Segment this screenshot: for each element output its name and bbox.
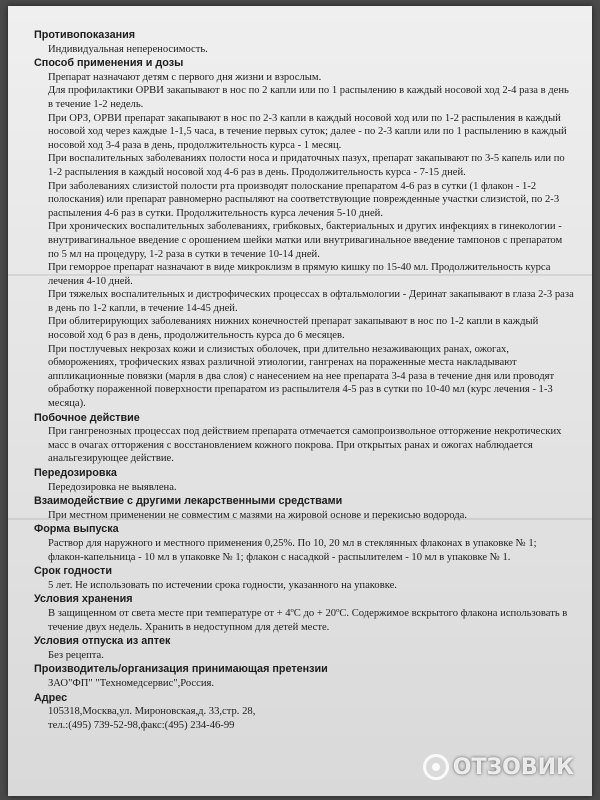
dosage-paragraph: При заболеваниях слизистой полости рта производят полоскание препаратом 4-6 раз в сутки (1 флакон - 1-2 полоскания) или препарат равномерно распыляют на соответствующие поврежденные участки слизистой, по 2-3 распыления 4-6 раз в сутки. Продолжительность курса лечения 5-10 дней. <box>48 180 560 219</box>
leaflet-content <box>34 28 574 732</box>
dosage-paragraph: При ОРЗ, ОРВИ препарат закапывают в нос по 2-3 капли в каждый носовой ход или по 1-2 распыления в каждый носовой ход через каждые 1-1,5 часа, в течение первых суток; далее - по 2-3 капли или по 1 распылению в каждый носовой ход 3-4 раза в день, продолжительность курса - 1 месяц. <box>48 112 567 151</box>
storage-heading: Условия хранения <box>34 593 133 606</box>
side-effects-text: При гангренозных процессах под действием препарата отмечается самопроизвольное отторжение некротических масс в очагах отторжения с восстановлением кожного покрова. При открытых ранах и ожогах наблюдается анальгезирующее действие. <box>48 426 562 465</box>
address-line: 105318,Москва,ул. Мироновская,д. 33,стр. 28, <box>48 706 256 718</box>
manufacturer-heading: Производитель/организация принимающая претензии <box>34 663 328 676</box>
dispensing-text: Без рецепта. <box>48 649 104 661</box>
interactions-text: При местном применении не совместим с мазями на жировой основе и перекисью водорода. <box>48 509 467 521</box>
dosage-paragraph: При воспалительных заболеваниях полости носа и придаточных пазух, препарат закапывают по 3-5 капель или по 1-2 распыления в каждый носовой ход 4-6 раз в день. Продолжительность курса - 7-15 дней. <box>48 153 565 178</box>
dispensing-heading: Условия отпуска из аптек <box>34 635 171 648</box>
dosage-paragraph: Для профилактики ОРВИ закапывают в нос по 2 капли или по 1 распылению в каждый носовой ход 2-4 раза в день в течение 1-2 недель. <box>48 85 569 110</box>
shelf-life-text: 5 лет. Не использовать по истечении срока годности, указанного на упаковке. <box>48 579 397 591</box>
otzovik-logo-icon <box>423 754 449 780</box>
watermark-text: ОТЗОВИК <box>452 754 574 780</box>
otzovik-watermark <box>423 754 574 780</box>
address-line: тел.:(495) 739-52-98,факс:(495) 234-46-99 <box>48 719 235 731</box>
side-effects-heading: Побочное действие <box>34 411 140 424</box>
dosage-paragraph: Препарат назначают детям с первого дня жизни и взрослым. <box>48 71 322 83</box>
dosage-paragraph: При хронических воспалительных заболеваниях, грибковых, бактериальных и других инфекциях в гинекологии - внутривагинальное введение с орошением шейки матки или внутривагинальное введение тампонов с препаратом по 5 мл на процедуру, 1-2 раза в сутки в течение 10-14 дней. <box>48 221 563 260</box>
form-heading: Форма выпуска <box>34 523 119 536</box>
address-heading: Адрес <box>34 691 68 704</box>
contraindications-heading: Противопоказания <box>34 29 136 41</box>
overdose-heading: Передозировка <box>34 467 117 479</box>
contraindications-text: Индивидуальная непереносимость. <box>48 43 208 55</box>
form-text: Раствор для наружного и местного применения 0,25%. По 10, 20 мл в стеклянных флаконах в упаковке № 1; флакон-капельница - 10 мл в упаковке № 1; флакон с насадкой - распылителем - 10 мл в упаковке № 1. <box>48 537 537 563</box>
dosage-paragraph: При тяжелых воспалительных и дистрофических процессах в офтальмологии - Деринат закапывают в глаза 2-3 раза в день по 1-2 капли, в течение 14-45 дней. <box>48 289 574 314</box>
shelf-life-heading: Срок годности <box>34 565 112 578</box>
leaflet-sheet <box>8 6 592 796</box>
interactions-heading: Взаимодействие с другими лекарственными средствами <box>34 495 343 508</box>
storage-text: В защищенном от света месте при температуре от + 4ºС до + 20ºС. Содержимое вскрытого флакона использовать в течение двух недель. Хранить в недоступном для детей месте. <box>48 607 568 633</box>
overdose-text: Передозировка не выявлена. <box>48 481 177 493</box>
dosage-paragraph: При облитерирующих заболеваниях нижних конечностей препарат закапывают в нос по 1-2 капли в каждый носовой ход 6 раз в день, продолжительность курса до 6 месяцев. <box>48 316 539 342</box>
dosage-heading: Способ применения и дозы <box>34 57 184 70</box>
manufacturer-text: ЗАО"ФП" "Техномедсервис",Россия. <box>48 677 215 689</box>
dosage-paragraph: При геморрое препарат назначают в виде микроклизм в прямую кишку по 15-40 мл. Продолжительность курса лечения 4-10 дней. <box>48 262 551 287</box>
dosage-paragraph: При постлучевых некрозах кожи и слизистых оболочек, при длительно незаживающих ранах, ожогах, обморожениях, трофических язвах различной этиологии, гангренах на пораженные места накладывают аппликационные повязки (марля в два слоя) с нанесением на нее препарата 3-4 раза в течение дня или проводят обработку пораженной поверхности препаратом из распылителя 4-5 раз в сутки по 10-40 мл (курс лечения - 1-3 месяца). <box>48 343 555 410</box>
